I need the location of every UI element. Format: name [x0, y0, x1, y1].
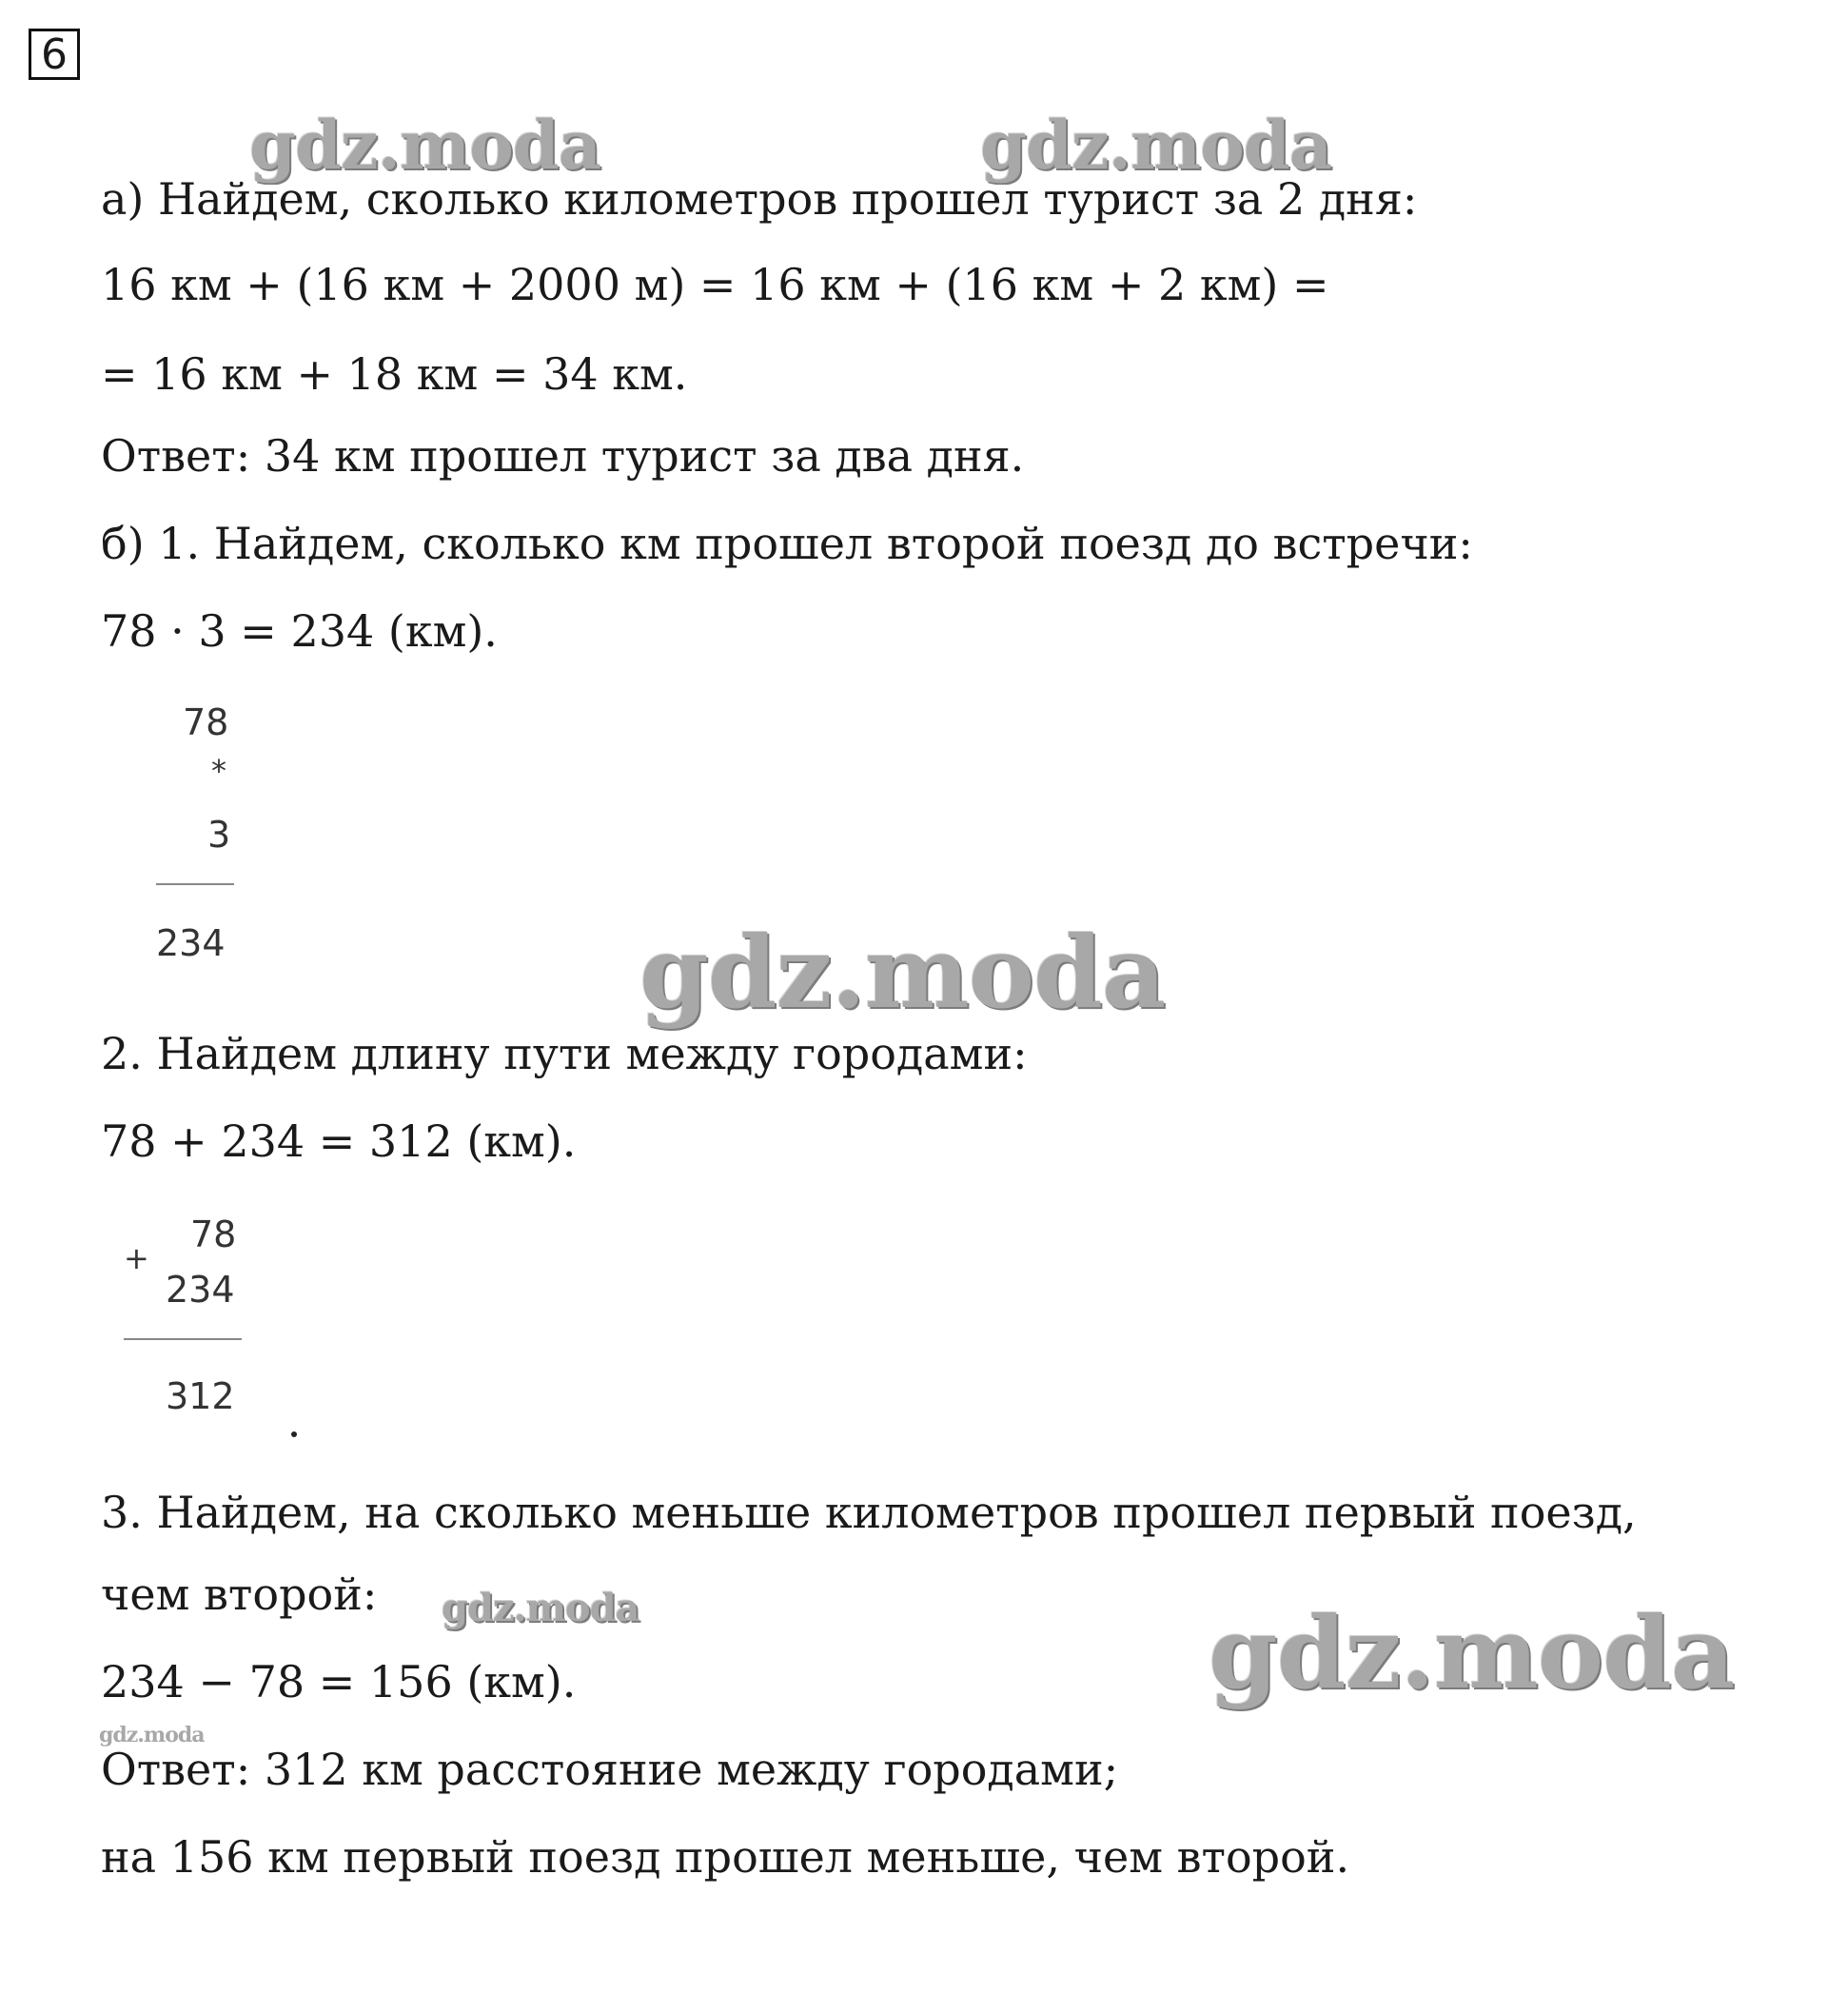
add-column-bottom: 234 — [166, 1269, 235, 1311]
mult-column-result: 234 — [156, 922, 226, 964]
part-b-equation-3: 234 − 78 = 156 (км). — [101, 1656, 577, 1707]
watermark-top-left: gdz.moda — [249, 106, 601, 185]
mult-column-top: 78 — [183, 701, 229, 743]
part-b-answer-1: Ответ: 312 км расстояние между городами; — [101, 1744, 1119, 1795]
mult-column-bottom: 3 — [207, 814, 231, 856]
add-column-rule — [124, 1338, 242, 1340]
add-column-result: 312 — [166, 1375, 235, 1417]
part-a-equation-2: = 16 км + 18 км = 34 км. — [101, 348, 688, 400]
watermark-tiny: gdz.moda — [99, 1723, 205, 1747]
part-b-equation-1: 78 · 3 = 234 (км). — [101, 605, 498, 657]
part-b-equation-2: 78 + 234 = 312 (км). — [101, 1115, 577, 1167]
add-column-top: 78 — [190, 1214, 237, 1255]
trailing-dot — [291, 1431, 297, 1437]
part-a-answer: Ответ: 34 км прошел турист за два дня. — [101, 430, 1025, 482]
watermark-small-inline: gdz.moda — [442, 1586, 639, 1630]
part-b-step-1: б) 1. Найдем, сколько км прошел второй поезд до встречи: — [101, 518, 1473, 569]
task-number-box — [29, 29, 80, 80]
mult-column-rule — [156, 883, 234, 885]
part-b-step-2: 2. Найдем длину пути между городами: — [101, 1028, 1028, 1079]
part-b-step-3-continued: чем второй: — [101, 1569, 378, 1620]
part-b-answer-2: на 156 км первый поезд прошел меньше, чем второй. — [101, 1831, 1350, 1883]
watermark-top-right: gdz.moda — [980, 106, 1332, 185]
task-number: 6 — [41, 30, 68, 79]
watermark-center: gdz.moda — [639, 914, 1166, 1031]
part-b-step-3: 3. Найдем, на сколько меньше километров прошел первый поезд, — [101, 1487, 1637, 1538]
watermark-right-large: gdz.moda — [1209, 1594, 1735, 1711]
part-a-intro: а) Найдем, сколько километров прошел турист за 2 дня: — [101, 173, 1418, 225]
part-a-equation-1: 16 км + (16 км + 2000 м) = 16 км + (16 км + 2 км) = — [101, 259, 1329, 310]
add-column-operator: + — [124, 1240, 149, 1276]
mult-column-operator: * — [211, 753, 226, 789]
